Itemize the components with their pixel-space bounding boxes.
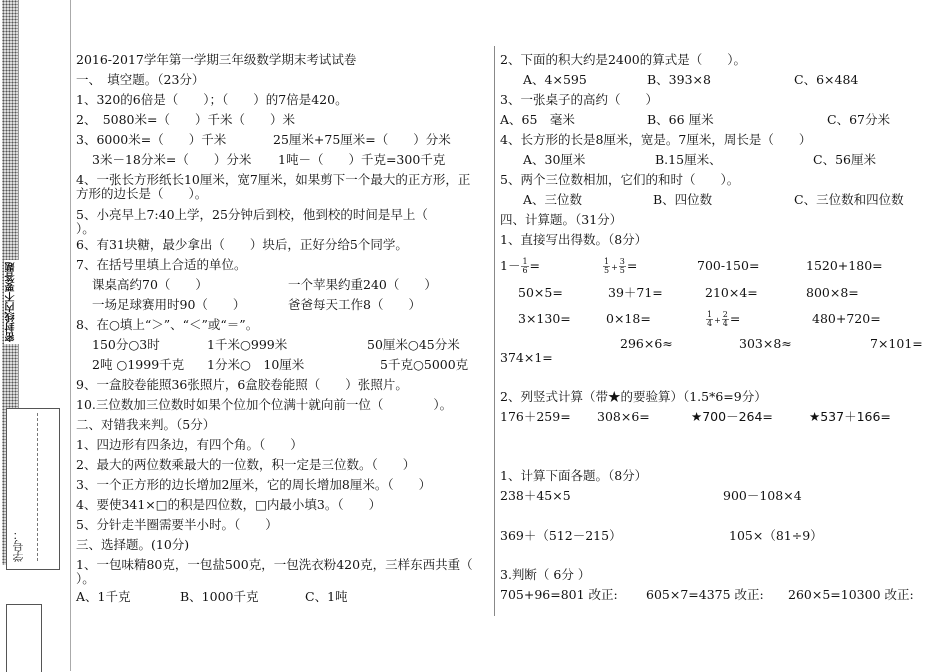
question-8b: 1千米○999米 — [207, 337, 288, 352]
choice-1-option-c: C、1吨 — [305, 589, 348, 604]
judge-4: 4、要使341×□的积是四位数，□内最小填3。（ ） — [76, 497, 382, 512]
mixed-calc-heading: 1、计算下面各题。（8分） — [500, 468, 648, 483]
seat-number-box — [6, 604, 42, 672]
choice-3: 3、一张桌子的高约（ ） — [500, 92, 658, 107]
mixed-calc-4: 105×（81÷9） — [729, 528, 823, 543]
question-10: 10.三位数加三位数时如果个位加个位满十就向前一位（ ）。 — [76, 397, 453, 412]
section-calculation: 四、计算题。（31分） — [500, 212, 623, 227]
question-8a: 150分○3时 — [92, 337, 160, 352]
choice-2-option-c: C、6×484 — [794, 72, 859, 87]
question-5b: ）。 — [76, 221, 95, 236]
denominator: 5 — [604, 266, 610, 275]
choice-5-option-c: C、三位数和四位数 — [794, 192, 904, 207]
question-3c: 3米－18分米=（ ）分米 — [92, 152, 252, 167]
question-8f: 5千克○5000克 — [380, 357, 469, 372]
choice-4: 4、长方形的长是8厘米，宽是。7厘米，周长是（ ） — [500, 132, 812, 147]
choice-4-option-c: C、56厘米 — [813, 152, 876, 167]
mixed-calc-2: 900－108×4 — [723, 488, 802, 503]
choice-4-option-a: A、30厘米 — [523, 152, 586, 167]
question-3a: 3、6000米=（ ）千米 — [76, 132, 227, 147]
numerator: 1 — [707, 310, 713, 319]
question-9: 9、一盒胶卷能照36张照片，6盒胶卷能照（ ）张照片。 — [76, 377, 408, 392]
correction-2: 605×7=4375 改正: — [646, 587, 764, 602]
equals: = — [626, 258, 638, 273]
fraction — [706, 311, 713, 328]
vertical-calc-3: ★700－264= — [691, 409, 773, 424]
direct-r4b: 303×8≈ — [739, 336, 792, 351]
numerator: 2 — [722, 310, 728, 319]
fraction — [521, 258, 528, 275]
direct-r2c: 210×4= — [705, 285, 758, 300]
denominator: 6 — [522, 266, 528, 275]
question-8c: 50厘米○45分米 — [367, 337, 460, 352]
denominator: 5 — [619, 266, 625, 275]
question-4a: 4、一张长方形纸长10厘米，宽7厘米，如果剪下一个最大的正方形，正 — [76, 172, 471, 187]
numerator: 1 — [522, 257, 528, 266]
question-2: 2、 5080米=（ ）千米（ ）米 — [76, 112, 295, 127]
plus: + — [714, 316, 721, 325]
question-7a: 课桌高约70（ ） — [92, 277, 208, 292]
equals: = — [729, 311, 741, 326]
mixed-calc-3: 369＋（512－215） — [500, 528, 622, 543]
choice-3-option-a: A、65 毫米 — [500, 112, 575, 127]
question-8e: 1分米○ 10厘米 — [207, 357, 305, 372]
choice-5: 5、两个三位数相加，它们的和时（ ）。 — [500, 172, 740, 187]
denominator: 4 — [707, 319, 713, 328]
fill-in-line — [37, 413, 44, 561]
student-id-label: 学号： — [12, 529, 25, 562]
mixed-calc-1: 238＋45×5 — [500, 488, 571, 503]
question-4b: 方形的边长是（ ）。 — [76, 186, 208, 201]
direct-r2a: 50×5= — [518, 285, 563, 300]
plus: + — [611, 263, 618, 272]
numerator: 1 — [604, 257, 610, 266]
denominator: 4 — [722, 319, 728, 328]
direct-r1c: 700-150= — [697, 258, 760, 273]
fraction — [619, 258, 626, 275]
binding-note: 密封线内不要答题 — [4, 260, 20, 344]
choice-1-option-b: B、1000千克 — [180, 589, 259, 604]
question-7d: 爸爸每天工作8（ ） — [288, 297, 421, 312]
section-true-false: 二、对错我来判。（5分） — [76, 417, 216, 432]
judge-1: 1、四边形有四条边，有四个角。（ ） — [76, 437, 303, 452]
choice-1b: ）。 — [76, 571, 95, 586]
direct-r3a: 3×130= — [518, 311, 571, 326]
direct-r2d: 800×8= — [806, 285, 859, 300]
direct-r3b: 0×18= — [606, 311, 651, 326]
direct-r4c: 7×101= — [870, 336, 923, 351]
choice-1-option-a: A、1千克 — [76, 589, 131, 604]
question-7b: 一个苹果约重240（ ） — [288, 277, 437, 292]
choice-3-option-b: B、66 厘米 — [647, 112, 714, 127]
exam-title: 2016-2017学年第一学期三年级数学期末考试试卷 — [76, 52, 357, 67]
question-3d: 1吨－（ ）千克=300千克 — [278, 152, 446, 167]
direct-r5: 374×1= — [500, 350, 553, 365]
choice-5-option-b: B、四位数 — [653, 192, 713, 207]
question-5a: 5、小亮早上7:40上学，25分钟后到校，他到校的时间是早上（ — [76, 207, 428, 222]
choice-3-option-c: C、67分米 — [827, 112, 890, 127]
correction-3: 260×5=10300 改正: — [788, 587, 914, 602]
fraction — [722, 311, 729, 328]
student-info-box — [6, 408, 60, 570]
numerator: 3 — [619, 257, 625, 266]
question-7c: 一场足球赛用时90（ ） — [92, 297, 246, 312]
vertical-calc-2: 308×6= — [597, 409, 650, 424]
question-1: 1、320的6倍是（ ）；（ ）的7倍是420。 — [76, 92, 348, 107]
choice-2: 2、下面的积大约是2400的算式是（ ）。 — [500, 52, 747, 67]
judge-5: 5、分针走半圈需要半小时。（ ） — [76, 517, 278, 532]
direct-r2b: 39＋71= — [608, 285, 663, 300]
vertical-calc-heading: 2、列竖式计算（带★的要验算）（1.5*6=9分） — [500, 389, 767, 404]
direct-r4a: 296×6≈ — [620, 336, 673, 351]
question-8d: 2吨 ○1999千克 — [92, 357, 185, 372]
correction-1: 705+96=801 改正: — [500, 587, 618, 602]
choice-2-option-b: B、393×8 — [647, 72, 711, 87]
question-7: 7、在括号里填上合适的单位。 — [76, 257, 247, 272]
choice-1a: 1、一包味精80克，一包盐500克，一包洗衣粉420克，三样东西共重（ — [76, 557, 473, 572]
fraction-problem-3 — [705, 311, 740, 328]
choice-5-option-a: A、三位数 — [523, 192, 583, 207]
choice-2-option-a: A、4×595 — [523, 72, 587, 87]
equals: = — [529, 258, 541, 273]
direct-r3d: 480+720= — [812, 311, 881, 326]
question-8: 8、在○填上“＞”、“＜”或“＝”。 — [76, 317, 259, 332]
judge-2: 2、最大的两位数乘最大的一位数，积一定是三位数。（ ） — [76, 457, 416, 472]
frac1-prefix: 1－ — [500, 258, 521, 273]
section-fill-blank: 一、 填空题。（23分） — [76, 72, 205, 87]
fraction — [603, 258, 610, 275]
vertical-calc-4: ★537＋166= — [809, 409, 891, 424]
fraction-problem-1 — [500, 258, 540, 275]
question-6: 6、有31块糖，最少拿出（ ）块后，正好分给5个同学。 — [76, 237, 408, 252]
direct-answer-heading: 1、直接写出得数。（8分） — [500, 232, 648, 247]
question-3b: 25厘米+75厘米=（ ）分米 — [273, 132, 451, 147]
direct-r1d: 1520+180= — [806, 258, 883, 273]
vertical-calc-1: 176＋259= — [500, 409, 571, 424]
section-choice: 三、选择题。(10分) — [76, 537, 190, 552]
choice-4-option-b: B.15厘米、 — [655, 152, 722, 167]
column-divider — [494, 46, 495, 616]
judge-heading: 3.判断（ 6分 ） — [500, 567, 591, 582]
fraction-problem-2 — [602, 258, 637, 275]
binding-margin — [0, 0, 71, 671]
judge-3: 3、一个正方形的边长增加2厘米，它的周长增加8厘米。（ ） — [76, 477, 432, 492]
